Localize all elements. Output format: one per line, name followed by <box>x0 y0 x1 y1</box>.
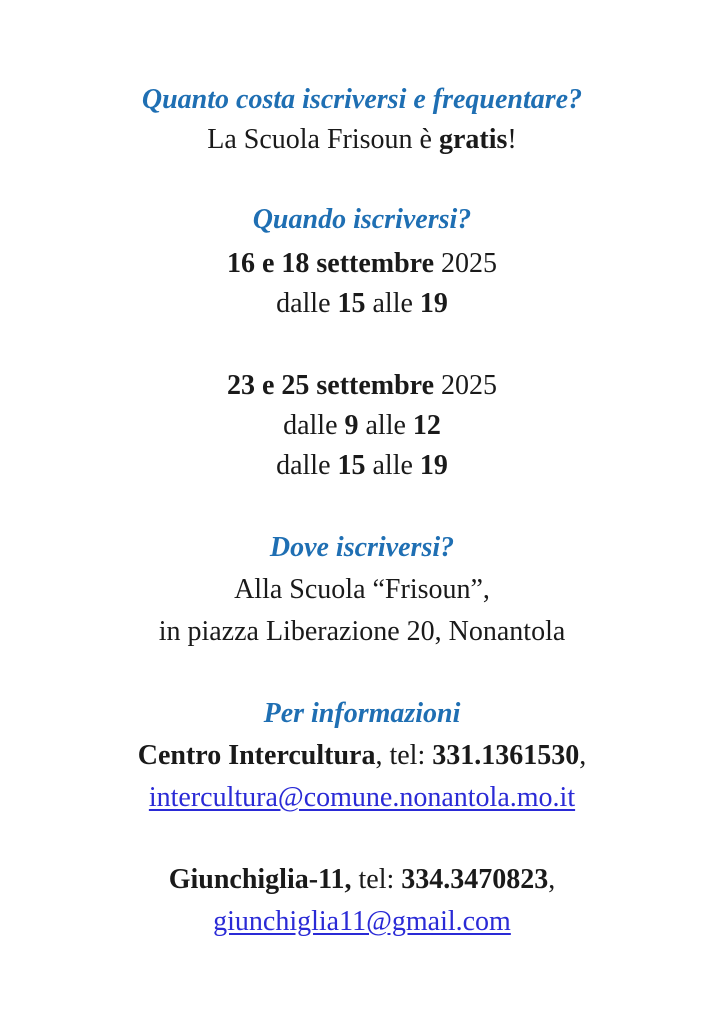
when-block2-date <box>0 366 724 406</box>
tel-label: tel: <box>351 864 402 895</box>
time-from-label: dalle <box>276 288 338 319</box>
contact2-email-link[interactable]: giunchiglia11@gmail.com <box>213 906 511 937</box>
when-block2-time-2 <box>0 446 724 486</box>
cost-text-after: ! <box>507 124 517 155</box>
time-to: 19 <box>419 288 448 319</box>
contact1-email-link[interactable]: intercultura@comune.nonantola.mo.it <box>148 782 576 813</box>
when-block1-date <box>0 244 724 284</box>
contact2-email-line <box>0 902 724 942</box>
date-bold: 16 e 18 settembre <box>226 248 435 279</box>
date-year: 2025 <box>434 248 498 279</box>
time-to: 19 <box>419 450 448 481</box>
time-from: 15 <box>337 288 366 319</box>
contact-phone: 331.1361530 <box>432 740 580 771</box>
time-to-label: alle <box>358 410 413 441</box>
contact-trail: , <box>548 864 556 895</box>
where-line2: in piazza Liberazione 20, Nonantola <box>158 616 566 647</box>
time-to-label: alle <box>365 288 420 319</box>
cost-text-bold: gratis <box>438 124 508 155</box>
cost-heading: Quanto costa iscriversi e frequentare? <box>141 84 583 115</box>
when-heading: Quando iscriversi? <box>252 204 472 235</box>
time-from: 15 <box>337 450 366 481</box>
date-year: 2025 <box>434 370 498 401</box>
info-heading: Per informazioni <box>263 698 461 729</box>
contact-name: Giunchiglia-11, <box>168 864 352 895</box>
contact2-line <box>0 860 724 900</box>
contact-trail: , <box>579 740 587 771</box>
time-to: 12 <box>412 410 441 441</box>
date-bold: 23 e 25 settembre <box>226 370 435 401</box>
when-block2-time-1 <box>0 406 724 446</box>
contact1-line <box>0 736 724 776</box>
contact-phone: 334.3470823 <box>401 864 549 895</box>
when-block1-time <box>0 284 724 324</box>
cost-text-before: La Scuola Frisoun è <box>207 124 439 155</box>
contact-name: Centro Intercultura <box>137 740 376 771</box>
where-line1: Alla Scuola “Frisoun”, <box>234 574 490 605</box>
tel-label: , tel: <box>375 740 433 771</box>
time-to-label: alle <box>365 450 420 481</box>
time-from: 9 <box>344 410 359 441</box>
time-from-label: dalle <box>283 410 345 441</box>
where-heading: Dove iscriversi? <box>269 532 455 563</box>
contact1-email-line <box>0 778 724 818</box>
time-from-label: dalle <box>276 450 338 481</box>
cost-text <box>0 120 724 160</box>
